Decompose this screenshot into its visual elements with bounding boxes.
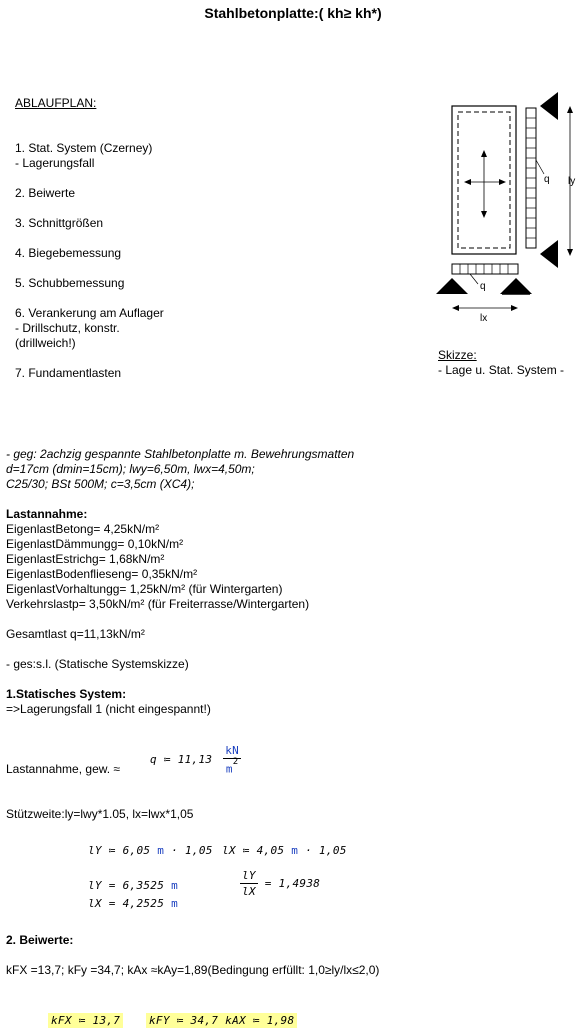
sketch-label-q-bottom: q: [480, 281, 486, 292]
sketch-caption-sub: - Lage u. Stat. System -: [438, 363, 565, 377]
span-line: Stützweite:ly=lwy*1.05, lx=lwx*1,05: [6, 807, 194, 821]
given-line: d=17cm (dmin=15cm); lwy=6,50m, lwx=4,50m;: [6, 462, 255, 476]
q-formula: [150, 744, 241, 777]
ly-result: lY = 6,3525 m: [88, 879, 179, 892]
ablaufplan-item: 7. Fundamentlasten: [15, 366, 122, 380]
ly-definition: lY ≔ 6,05 m · 1,05: [88, 844, 213, 857]
sketch-label-lx: lx: [480, 313, 488, 324]
load-line: EigenlastBodenflieseng= 0,35kN/m²: [6, 567, 198, 581]
ablaufplan-heading: ABLAUFPLAN:: [15, 96, 97, 110]
ges-line: - ges:s.l. (Statische Systemskizze): [6, 657, 189, 671]
q-unit: [223, 744, 241, 777]
ablaufplan-item: 1. Stat. System (Czerney): [15, 141, 153, 155]
loads-heading: Lastannahme:: [6, 507, 88, 521]
support-bottom-left: [436, 278, 468, 294]
ablaufplan-item: 3. Schnittgrößen: [15, 216, 104, 230]
given-line: - geg: 2achzig gespannte Stahlbetonplatte m. Bewehrungsmatten: [6, 447, 355, 461]
ablaufplan-item: - Drillschutz, konstr.: [15, 321, 120, 335]
support-bottom-mid: [500, 278, 532, 294]
kfx-definition: kFX ≔ 13,7: [48, 1013, 123, 1028]
load-line: EigenlastDämmungg= 0,10kN/m²: [6, 537, 184, 551]
load-line: EigenlastBetong= 4,25kN/m²: [6, 522, 160, 536]
sketch-label-ly: ly: [568, 176, 576, 187]
kfy-kax-definition: kFY ≔ 34,7 kAX ≔ 1,98: [146, 1013, 297, 1028]
load-line: EigenlastVorhaltungg= 1,25kN/m² (für Wintergarten): [6, 582, 283, 596]
q-unit-den: $m^2$: [225, 757, 239, 776]
ratio-result: $\frac{lY}{lX}$ = 1,4938: [242, 869, 321, 898]
section1-line: =>Lagerungsfall 1 (nicht eingespannt!): [6, 702, 211, 716]
lx-definition: lX ≔ 4,05 m · 1,05: [222, 844, 347, 857]
sketch-label-q-right: q: [544, 174, 550, 185]
ablaufplan-item: (drillweich!): [15, 336, 76, 350]
load-line: EigenlastEstrichg= 1,68kN/m²: [6, 552, 165, 566]
ablaufplan-item: - Lagerungsfall: [15, 156, 95, 170]
given-line: C25/30; BSt 500M; c=3,5cm (XC4);: [6, 477, 195, 491]
section1-heading: 1.Statisches System:: [6, 687, 127, 701]
section2-heading: 2. Beiwerte:: [6, 933, 74, 947]
q-unit-num: kN: [225, 744, 240, 757]
ablaufplan-item: 4. Biegebemessung: [15, 246, 122, 260]
total-load: Gesamtlast q=11,13kN/m²: [6, 627, 145, 641]
section2-line: kFX =13,7; kFy =34,7; kAx ≈kAy=1,89(Bedingung erfüllt: 1,0≥ly/lx≤2,0): [6, 963, 380, 977]
ablaufplan-item: 6. Verankerung am Auflager: [15, 306, 164, 320]
ratio-fraction: $\frac{lY}{lX}$: [242, 869, 256, 898]
sketch-caption-title: Skizze:: [438, 348, 477, 362]
ablaufplan-item: 5. Schubbemessung: [15, 276, 125, 290]
page-title: Stahlbetonplatte:( kh≥ kh*): [204, 5, 382, 21]
support-bottom-right: [540, 240, 558, 268]
lx-result: lX = 4,2525 m: [88, 897, 179, 910]
q-expression: q ≔ 11,13: [150, 753, 213, 767]
support-top-right: [540, 92, 558, 120]
ablaufplan-item: 2. Beiwerte: [15, 186, 76, 200]
static-system-sketch: [420, 88, 586, 328]
load-line: Verkehrslastp= 3,50kN/m² (für Freiterrasse/Wintergarten): [6, 597, 310, 611]
load-assumption-label: Lastannahme, gew. ≈: [6, 762, 120, 776]
